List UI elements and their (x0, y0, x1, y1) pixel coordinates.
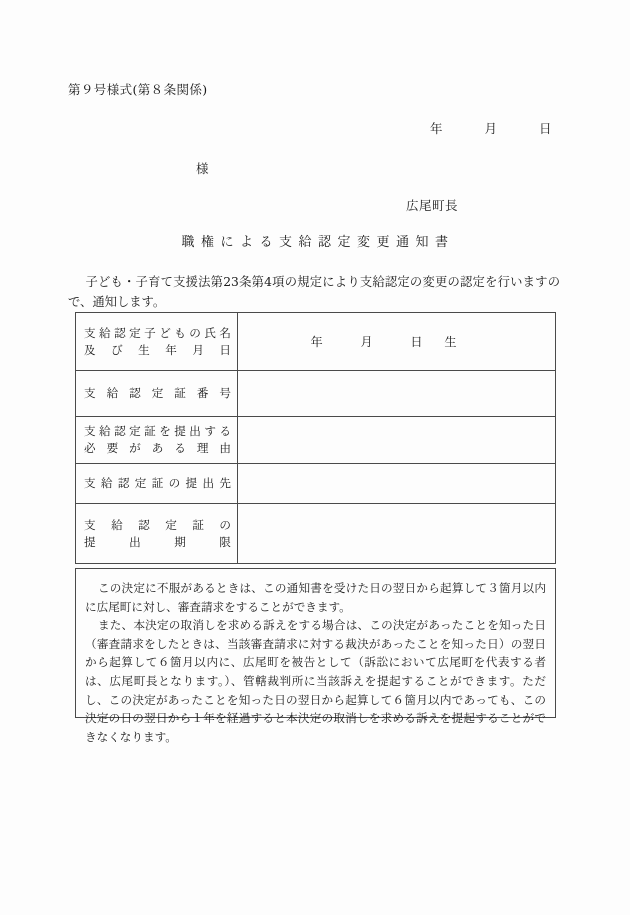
table-row (76, 371, 556, 417)
table-row (76, 417, 556, 464)
intro-text: 子ども・子育て支援法第23条第4項の規定により支給認定の変更の認定を行いますので、通知します。 (68, 275, 560, 309)
row-label-submission-deadline (76, 504, 238, 564)
issuer-name: 広尾町長 (406, 198, 459, 213)
row-value-certificate-number[interactable] (238, 371, 556, 417)
row-label-certificate-number (76, 371, 238, 417)
appeal-notice-paragraph-2 (85, 616, 546, 746)
birth-year-label: 年 (310, 335, 323, 349)
intro-paragraph (68, 272, 560, 312)
form-number: 第９号様式(第８条関係) (68, 82, 208, 97)
table-row (76, 504, 556, 564)
appeal-notice-text-1: この決定に不服があるときは、この通知書を受けた日の翌日から起算して３箇月以内に広尾町に対し、審査請求をすることができます。 (85, 581, 546, 614)
date-year-label: 年 (430, 121, 443, 136)
certification-details-table (75, 312, 556, 564)
table-row (76, 313, 556, 371)
birth-month-label: 月 (360, 335, 373, 349)
row-label-line: 支給認定証の (84, 517, 231, 532)
row-label-line: 支給認定証を提出する (84, 424, 231, 438)
date-month-label: 月 (484, 121, 497, 136)
appeal-notice-paragraph-1 (85, 579, 546, 616)
date-line (430, 119, 551, 137)
birthdate-field (248, 333, 545, 350)
addressee-honorific: 様 (196, 161, 209, 176)
row-label-line: 支給認定証の提出先 (84, 476, 231, 490)
row-value-submission-destination[interactable] (238, 464, 556, 504)
row-label-submission-destination (76, 464, 238, 504)
row-label-line: 支給認定子どもの氏名 (84, 325, 231, 340)
row-label-line: 及び生年月日 (84, 342, 231, 357)
row-value-child-name-and-birthdate[interactable] (238, 313, 556, 371)
document-title: 職権による支給認定変更通知書 (181, 235, 455, 250)
row-label-child-name-and-birthdate (76, 313, 238, 371)
row-label-submission-reason (76, 417, 238, 464)
row-label-line: 必要がある理由 (84, 441, 231, 455)
birth-suffix-label: 生 (444, 335, 457, 349)
row-label-line: 提出期限 (84, 534, 231, 549)
appeal-notice-text-2: また、本決定の取消しを求める訴えをする場合は、この決定があったことを知った日（審査請求をしたときは、当該審査請求に対する裁決があったことを知った日）の翌日から起算して６箇月以内に、広尾町を被告として（訴訟において広尾町を代表する者は、広尾町長となります。）、管轄裁判所に当該訴えを提起することができます。ただし、この決定があったことを知った日の翌日から起算して６箇月以内であっても、この決定の日の翌日から１年を経過すると本決定の取消しを求める訴えを提起することができなくなります。 (85, 618, 546, 744)
birth-day-label: 日 (410, 335, 423, 349)
table-row (76, 464, 556, 504)
appeal-notice-box (75, 568, 556, 744)
row-value-submission-reason[interactable] (238, 417, 556, 464)
date-day-label: 日 (538, 121, 552, 136)
row-value-submission-deadline[interactable] (238, 504, 556, 564)
row-label-line: 支給認定証番号 (84, 386, 231, 400)
